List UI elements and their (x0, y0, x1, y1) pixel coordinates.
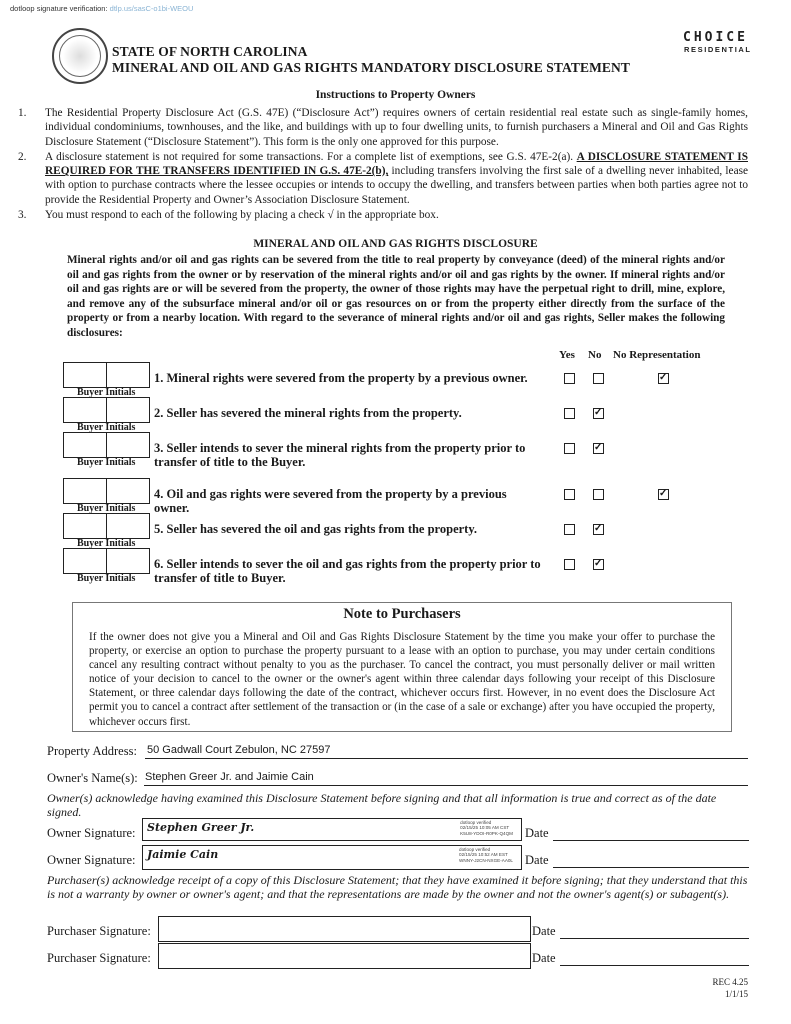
initials-box[interactable] (64, 514, 107, 538)
note-to-purchasers (72, 602, 732, 732)
no-checkbox[interactable] (593, 443, 604, 454)
buyer-initials-boxes[interactable] (63, 548, 150, 574)
purchaser-signature-1[interactable] (158, 916, 531, 942)
yes-checkbox[interactable] (564, 489, 575, 500)
no-checkbox[interactable] (593, 559, 604, 570)
instructions-list (18, 106, 748, 223)
verification-label: dotloop signature verification: (10, 4, 108, 13)
required-transfers-emphasis: A DISCLOSURE STATEMENT IS REQUIRED FOR THE TRANSFERS IDENTIFIED IN G.S. 47E-2(b), (45, 150, 748, 178)
date-label: Date (532, 951, 556, 965)
question-text: 1. Mineral rights were severed from the property by a previous owner. (154, 371, 528, 385)
no-checkbox[interactable] (593, 373, 604, 384)
initials-box[interactable] (107, 398, 149, 422)
initials-box[interactable] (107, 433, 149, 457)
owner-date-2-field[interactable] (553, 853, 749, 868)
owner-signature-label: Owner Signature: (47, 853, 136, 867)
form-code: REC 4.25 1/1/15 (712, 977, 748, 999)
date-label: Date (532, 924, 556, 938)
buyer-initials-label: Buyer Initials (77, 503, 136, 514)
note-title: Note to Purchasers (343, 606, 461, 622)
initials-box[interactable] (64, 549, 107, 573)
question-text: 5. Seller has severed the oil and gas rights from the property. (154, 522, 478, 536)
initials-box[interactable] (64, 479, 107, 503)
buyer-initials-boxes[interactable] (63, 397, 150, 423)
property-address-label: Property Address: (47, 744, 137, 758)
yes-checkbox[interactable] (564, 408, 575, 419)
initials-box[interactable] (107, 514, 149, 538)
buyer-initials-label: Buyer Initials (77, 538, 136, 549)
purchaser-signature-label: Purchaser Signature: (47, 951, 151, 965)
buyer-initials-boxes[interactable] (63, 513, 150, 539)
initials-box[interactable] (64, 398, 107, 422)
initials-box[interactable] (107, 363, 149, 387)
brand-logo-bottom: RESIDENTIAL (684, 45, 752, 54)
initials-box[interactable] (107, 479, 149, 503)
dotloop-verified-stamp: dotloop verified 02/15/25 10:52 AM EST WNNY-J2CN-NXGE-AA0L (459, 847, 513, 863)
date-label: Date (525, 826, 549, 840)
dotloop-verification (10, 4, 193, 13)
no-checkbox[interactable] (593, 489, 604, 500)
instruction-item: 2. A disclosure statement is not required for some transactions. For a complete list of exemptions, see G.S. 47E-2(a). A DISCLOSURE STATEMENT IS REQUIRED FOR THE TRANSFERS IDENTIFIED IN G.S. 47E-2(b), including transfers involving the first sale of a dwelling never inhabited, lease with option to purchase contracts where the lessee occupies or intends to occupy the dwelling, and transfers between parties when both parties agree not to provide the Residential Property and Owner’s Association Disclosure Statement. (18, 150, 749, 206)
note-body: If the owner does not give you a Mineral and Oil and Gas Rights Disclosure Statement by the time you make your offer to purchase the property, or exercise an option to purchase the property pursuant to a lease with an option to purchase, you may under certain conditions cancel any resulting contract without penalty to you as the purchaser. To cancel the contract, you must personally deliver or mail written notice of your decision to cancel to the owner or the owner's agent within three calendar days following your receipt of this Disclosure Statement, or three calendar days following the date of the contract, whichever occurs first. However, in no event does the Disclosure Act permit you to cancel a contract after settlement of the transaction or (in the case of a sale or exchange) after you have occupied the property, whichever occurs first. (89, 631, 715, 728)
yes-checkbox[interactable] (564, 443, 575, 454)
dotloop-verified-stamp: dotloop verified 02/15/25 10:05 AM CST K5U8-YDOI-R0PK-Q4QM (460, 820, 513, 836)
column-no: No (588, 349, 602, 361)
purchaser-signature-2[interactable] (158, 943, 531, 969)
signature-text: Jaimie Cain (147, 848, 219, 861)
buyer-initials-boxes[interactable] (63, 432, 150, 458)
question-text: 2. Seller has severed the mineral rights from the property. (154, 406, 462, 420)
owner-signature-2[interactable] (142, 845, 522, 870)
owner-acknowledgement: Owner(s) acknowledge having examined this Disclosure Statement before signing and that all information is true and correct as of the date signed. (47, 791, 717, 820)
disclosure-paragraph: Mineral rights and/or oil and gas rights can be severed from the title to real property by conveyance (deed) of the mineral rights and/or oil and gas rights from the owner or by reservation of the mineral rights and/or oil and gas rights by the owner. If mineral rights and/or oil and gas rights are or will be severed from the property, the owner of those rights may have the perpetual right to drill, mine, explore, and remove any of the subsurface mineral and/or oil or gas resources on or from the property either directly from the surface of the property or from a nearby location. With regard to the severance of mineral rights and/or oil and gas rights, Seller makes the following disclosures: (67, 254, 725, 339)
no-representation-checkbox[interactable] (658, 489, 669, 500)
owners-name-field[interactable]: Stephen Greer Jr. and Jaimie Cain (144, 771, 748, 786)
buyer-initials-label: Buyer Initials (77, 422, 136, 433)
purchaser-acknowledgement: Purchaser(s) acknowledge receipt of a copy of this Disclosure Statement; that they have examined it before signing; that they understand that this is not a warranty by owner or owner's agent; and that the representations are made by the owner and not the owner's agent(s) or subagent(s). (47, 873, 748, 902)
buyer-initials-label: Buyer Initials (77, 457, 136, 468)
owners-name-label: Owner's Name(s): (47, 771, 138, 785)
question-text: 4. Oil and gas rights were severed from the property by a previous owner. (154, 487, 507, 515)
form-title: MINERAL AND OIL AND GAS RIGHTS MANDATORY DISCLOSURE STATEMENT (112, 60, 630, 75)
disclosure-heading: MINERAL AND OIL AND GAS RIGHTS DISCLOSURE (253, 238, 538, 250)
instruction-item: 3. You must respond to each of the following by placing a check √ in the appropriate box. (18, 209, 439, 222)
yes-checkbox[interactable] (564, 373, 575, 384)
owner-signature-label: Owner Signature: (47, 826, 136, 840)
state-title: STATE OF NORTH CAROLINA (112, 44, 308, 59)
buyer-initials-label: Buyer Initials (77, 573, 136, 584)
initials-box[interactable] (64, 363, 107, 387)
buyer-initials-boxes[interactable] (63, 362, 150, 388)
instruction-item: 1. The Residential Property Disclosure Act (G.S. 47E) (“Disclosure Act”) requires owners of certain residential real estate such as single-family homes, individual condominiums, townhouses, and the like, and buildings with up to four dwelling units, to furnish purchasers a Mineral and Oil and Gas Rights Disclosure Statement (“Disclosure Statement”). This form is the only one approved for this purpose. (18, 107, 748, 148)
buyer-initials-label: Buyer Initials (77, 387, 136, 398)
no-checkbox[interactable] (593, 524, 604, 535)
question-text: 6. Seller intends to sever the oil and gas rights from the property prior to transfer of title to Buyer. (154, 557, 541, 585)
initials-box[interactable] (64, 433, 107, 457)
property-address-field[interactable]: 50 Gadwall Court Zebulon, NC 27597 (145, 744, 748, 759)
signature-text: Stephen Greer Jr. (147, 821, 255, 834)
yes-checkbox[interactable] (564, 524, 575, 535)
verification-link[interactable]: dtlp.us/sasC-o1bi-WEOU (109, 4, 194, 13)
purchaser-signature-label: Purchaser Signature: (47, 924, 151, 938)
no-representation-checkbox[interactable] (658, 373, 669, 384)
buyer-initials-boxes[interactable] (63, 478, 150, 504)
question-text: 3. Seller intends to sever the mineral rights from the property prior to transfer of title to the Buyer. (154, 441, 526, 469)
purchaser-date-1-field[interactable] (560, 924, 749, 939)
purchaser-date-2-field[interactable] (560, 951, 749, 966)
yes-checkbox[interactable] (564, 559, 575, 570)
seal-icon (52, 28, 108, 84)
owner-signature-1[interactable] (142, 818, 522, 841)
owner-date-1-field[interactable] (553, 826, 749, 841)
no-checkbox[interactable] (593, 408, 604, 419)
column-no-representation: No Representation (613, 349, 701, 361)
instructions-heading: Instructions to Property Owners (315, 89, 476, 101)
brand-logo-top: CHOICE (683, 30, 748, 45)
initials-box[interactable] (107, 549, 149, 573)
column-yes: Yes (559, 349, 575, 361)
date-label: Date (525, 853, 549, 867)
